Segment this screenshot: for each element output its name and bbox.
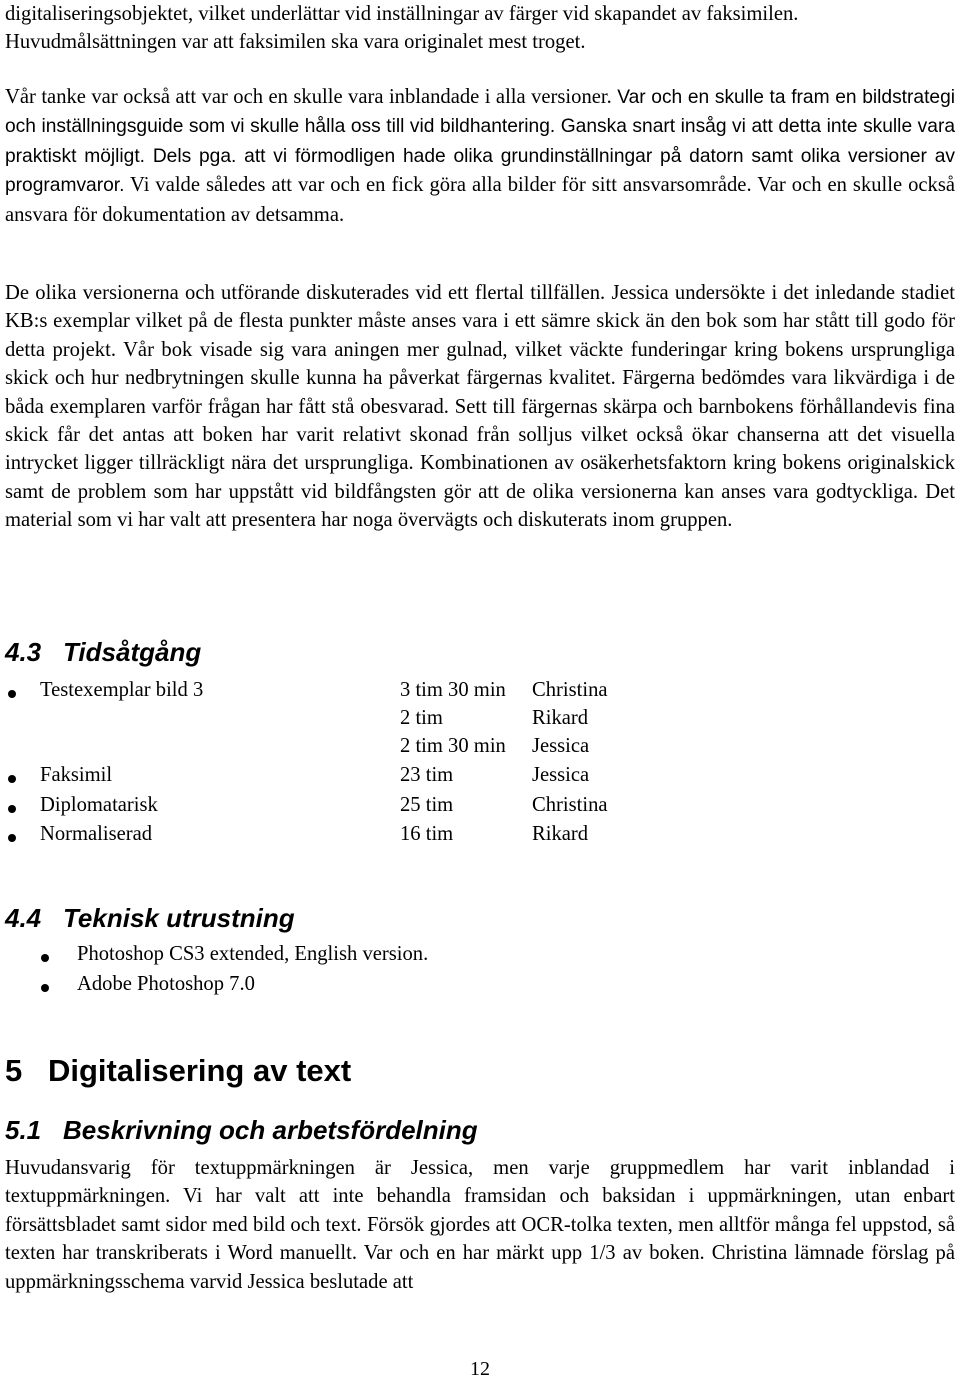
section-number: 5.1 bbox=[5, 1115, 42, 1145]
table-row-time: 23 tim bbox=[400, 764, 454, 786]
paragraph-text-markup bbox=[5, 1154, 955, 1296]
section-heading-4-4 bbox=[5, 903, 295, 934]
text-markup-body: Huvudansvarig för textuppmärkningen är Jessica, men varje gruppmedlem har varit inblandad i textuppmärkningen. Vi har valt att inte behandla framsidan och baksidan i uppmärkningen, utan enbart försättsbladet samt sidor med bild och text. Försök gjordes att OCR-tolka texten, men alltför många fel uppstod, så texten har transkriberats i Word manuellt. Var och en har märkt upp 1/3 av boken. Christina lämnade förslag på uppmärkningsschema varvid Jessica beslutade att bbox=[5, 1157, 955, 1293]
section-heading-5-1 bbox=[5, 1115, 478, 1146]
section-number: 4.4 bbox=[5, 903, 42, 933]
section-title: Beskrivning och arbetsfördelning bbox=[63, 1115, 478, 1145]
table-row-person: Christina bbox=[532, 679, 608, 701]
table-row-task: Normaliserad bbox=[40, 823, 153, 845]
table-row-time: 2 tim bbox=[400, 707, 443, 729]
list-item: Adobe Photoshop 7.0 bbox=[77, 973, 255, 995]
table-row-time: 2 tim 30 min bbox=[400, 735, 506, 757]
bullet-icon bbox=[8, 690, 16, 698]
chapter-title: Digitalisering av text bbox=[48, 1053, 352, 1088]
page-number: 12 bbox=[470, 1358, 490, 1380]
versions-text-serif-2: Vi valde således att var och en fick göra alla bilder för sitt ansvarsområde. Var och en skulle också ansvara för dokumentation av detsamma. bbox=[5, 174, 955, 226]
chapter-heading-5 bbox=[5, 1053, 351, 1089]
section-number: 4.3 bbox=[5, 637, 42, 667]
table-row-person: Rikard bbox=[532, 707, 589, 729]
paragraph-intro bbox=[5, 0, 955, 57]
section-title: Tidsåtgång bbox=[63, 637, 202, 667]
table-row-task: Diplomatarisk bbox=[40, 794, 158, 816]
bullet-icon bbox=[8, 834, 16, 842]
table-row-task: Testexemplar bild 3 bbox=[40, 679, 204, 701]
table-row-person: Christina bbox=[532, 794, 608, 816]
intro-line-1: digitaliseringsobjektet, vilket underlättar vid inställningar av färger vid skapandet av faksimilen. bbox=[5, 3, 799, 25]
list-item: Photoshop CS3 extended, English version. bbox=[77, 943, 429, 965]
table-row-time: 3 tim 30 min bbox=[400, 679, 506, 701]
paragraph-versions bbox=[5, 83, 955, 229]
bullet-icon bbox=[8, 775, 16, 783]
table-row-task: Faksimil bbox=[40, 764, 113, 786]
versions-text-serif-1: Vår tanke var också att var och en skulle vara inblandade i alla versioner. bbox=[5, 86, 618, 108]
intro-line-2: Huvudmålsättningen var att faksimilen ska vara originalet mest troget. bbox=[5, 31, 586, 54]
bullet-icon bbox=[8, 805, 16, 813]
table-row-person: Jessica bbox=[532, 735, 590, 757]
discussion-text: De olika versionerna och utförande diskuterades vid ett flertal tillfällen. Jessica undersökte i det inledande stadiet KB:s exemplar vilket på de flesta punkter måste anses vara i ett sämre skick än den bok som har stått till godo för detta projekt. Vår bok visade sig vara aningen mer gulnad, vilket väckte funderingar kring bokens ursprungliga skick och hur nedbrytningen skulle kunna ha påverkat färgernas kvalitet. Färgerna bedömdes vara likvärdiga i de båda exemplaren varför frågan har fått stå obesvarad. Sett till färgernas skärpa och barnbokens förhållandevis fina skick får det antas att boken har varit relativt skonad från solljus vilket också ökar chanserna att det visuella intrycket ligger tillräckligt nära det ursprungliga. Kombinationen av osäkerhetsfaktorn kring bokens originalskick samt de problem som har uppstått vid bildfångsten gör att de olika versionerna kan anses vara godtyckliga. Det material som vi har valt att presentera har noga övervägts och diskuterats inom gruppen. bbox=[5, 282, 955, 532]
paragraph-discussion bbox=[5, 279, 955, 535]
section-title: Teknisk utrustning bbox=[63, 903, 295, 933]
table-row-time: 25 tim bbox=[400, 794, 454, 816]
versions-text-sans: Var och en skulle ta fram en bildstrategi och inställningsguide som vi skulle hålla oss till vid bildhantering. Ganska snart insåg vi att detta inte skulle vara praktiskt möjligt. Dels pga. att vi förmodligen hade olika grundinställningar på datorn samt olika versioner av programvaror. bbox=[5, 87, 955, 197]
bullet-icon bbox=[41, 984, 49, 992]
table-row-person: Jessica bbox=[532, 764, 590, 786]
chapter-number: 5 bbox=[5, 1053, 23, 1088]
section-heading-4-3 bbox=[5, 637, 201, 668]
bullet-icon bbox=[41, 954, 49, 962]
table-row-person: Rikard bbox=[532, 823, 589, 845]
table-row-time: 16 tim bbox=[400, 823, 454, 845]
